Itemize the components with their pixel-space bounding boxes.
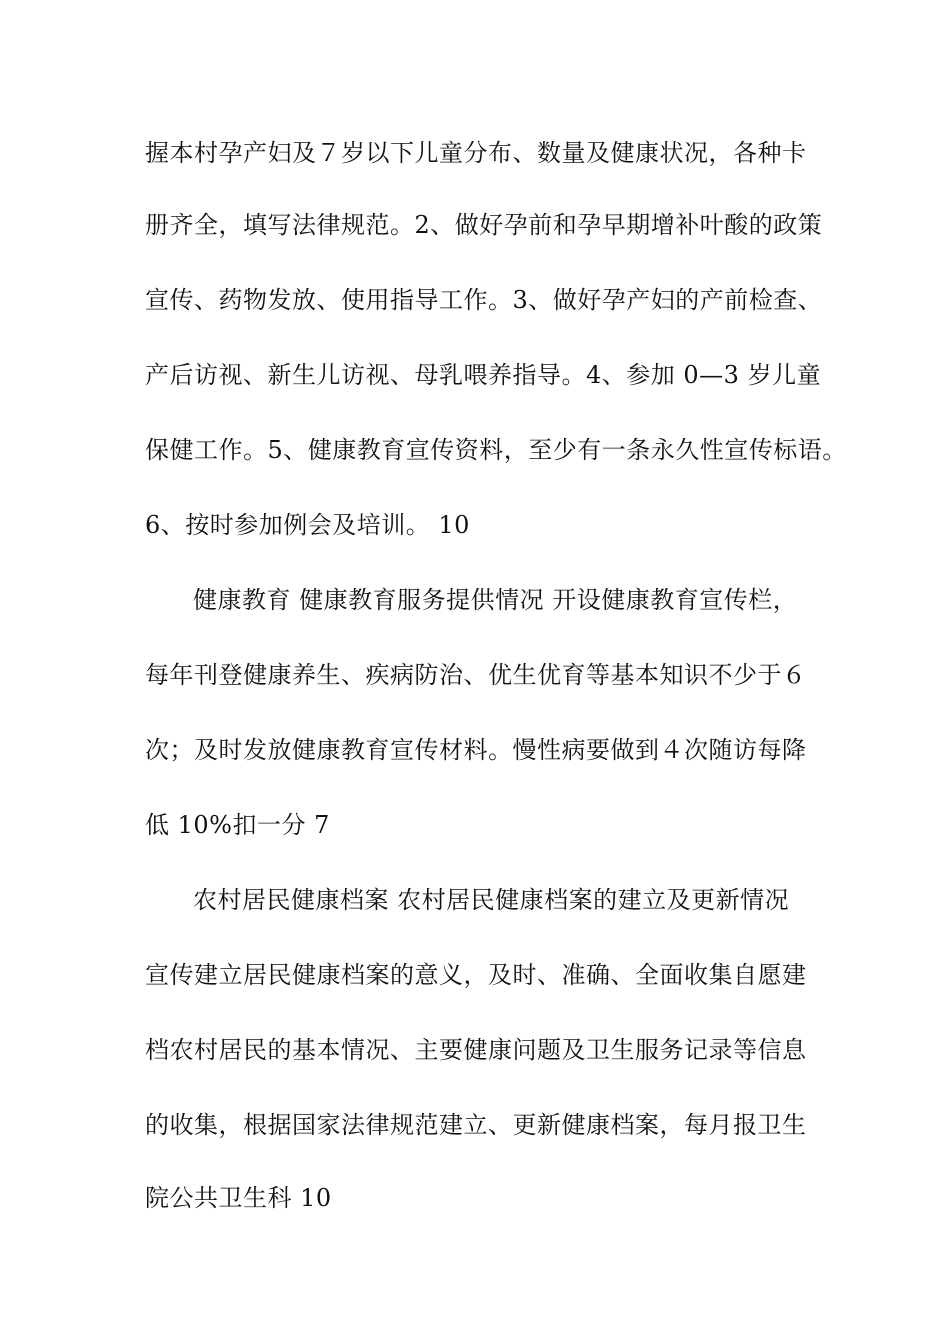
text-line-2: 册齐全，填写法律规范。2、做好孕前和孕早期增补叶酸的政策 [145,211,823,239]
text-line-14: 的收集，根据国家法律规范建立、更新健康档案，每月报卫生 [145,1111,807,1139]
section-health-records-heading: 农村居民健康档案 农村居民健康档案的建立及更新情况 [193,886,790,914]
text-line-15: 院公共卫生科 10 [145,1184,332,1212]
text-line-10: 低 10%扣一分 7 [145,811,330,839]
text-line-13: 档农村居民的基本情况、主要健康问题及卫生服务记录等信息 [145,1036,807,1064]
text-line-3: 宣传、药物发放、使用指导工作。3、做好孕产妇的产前检查、 [145,286,823,314]
text-line-5: 保健工作。5、健康教育宣传资料，至少有一条永久性宣传标语。 [145,436,847,464]
text-line-9: 次；及时发放健康教育宣传材料。慢性病要做到４次随访每降 [145,736,807,764]
section-health-education-heading: 健康教育 健康教育服务提供情况 开设健康教育宣传栏， [193,586,798,614]
text-line-8: 每年刊登健康养生、疾病防治、优生优育等基本知识不少于６ [145,661,807,689]
text-line-4: 产后访视、新生儿访视、母乳喂养指导。4、参加 0—3 岁儿童 [145,361,822,389]
text-line-6: 6、按时参加例会及培训。 10 [145,511,470,539]
text-line-1: 握本村孕产妇及７岁以下儿童分布、数量及健康状况，各种卡 [145,139,807,167]
text-line-12: 宣传建立居民健康档案的意义，及时、准确、全面收集自愿建 [145,961,807,989]
